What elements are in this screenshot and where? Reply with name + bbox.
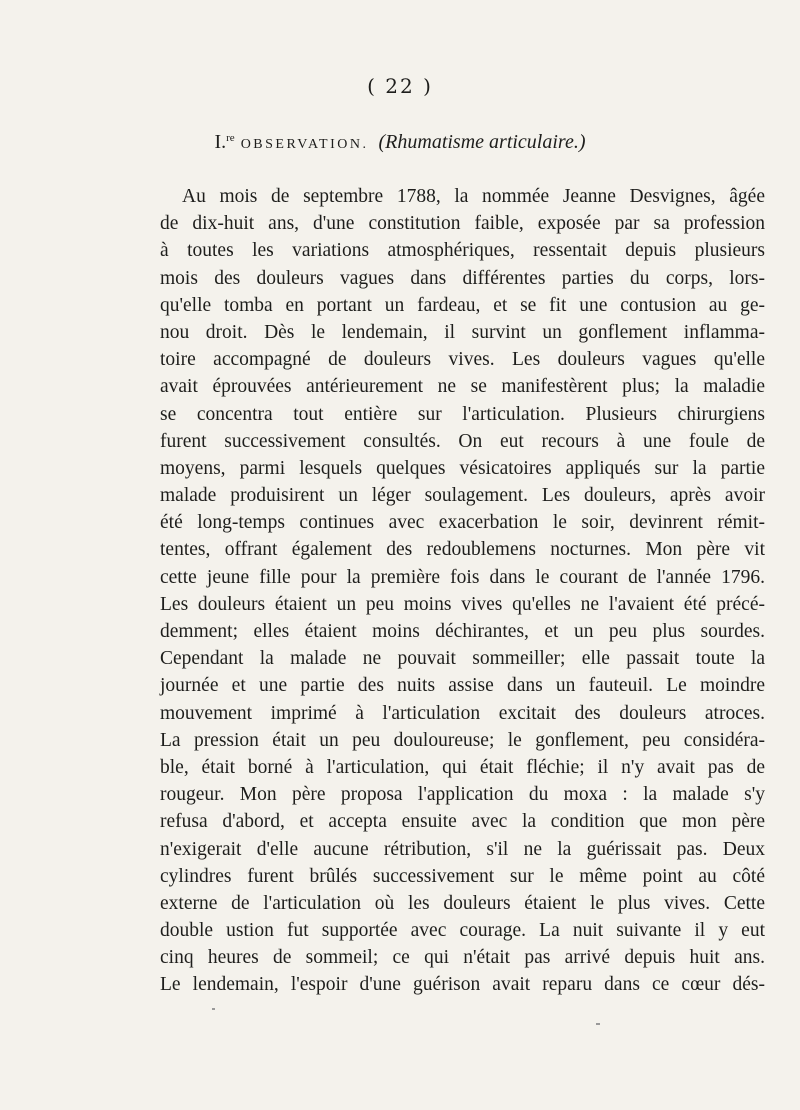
text-line: tentes, offrant également des redoublemens nocturnes. Mon père vit	[160, 539, 765, 561]
scan-mark	[212, 1008, 215, 1010]
text-line: La pression était un peu douloureuse; le gonflement, peu considéra-	[160, 729, 765, 751]
text-line: refusa d'abord, et accepta ensuite avec la condition que mon père	[160, 811, 765, 833]
text-line: qu'elle tomba en portant un fardeau, et se fit une contusion au ge-	[160, 294, 765, 316]
observation-label: OBSERVATION.	[240, 137, 369, 152]
text-line: furent successivement consultés. On eut recours à une foule de	[160, 430, 765, 452]
text-line: moyens, parmi lesquels quelques vésicatoires appliqués sur la partie	[160, 457, 765, 479]
text-line: de dix-huit ans, d'une constitution faible, exposée par sa profession	[160, 213, 765, 235]
text-line: avait éprouvées antérieurement ne se manifestèrent plus; la maladie	[160, 376, 765, 398]
text-line: journée et une partie des nuits assise dans un fauteuil. Le moindre	[160, 675, 765, 697]
observation-heading	[0, 131, 800, 154]
scan-mark	[596, 1023, 600, 1025]
text-line: ble, était borné à l'articulation, qui était fléchie; il n'y avait pas de	[160, 756, 765, 778]
observation-number: I.$^{re}$	[214, 131, 235, 153]
text-line: Le lendemain, l'espoir d'une guérison avait reparu dans ce cœur dés-	[160, 974, 765, 996]
text-line: double ustion fut supportée avec courage. La nuit suivante il y eut	[160, 920, 765, 942]
body-text	[160, 183, 765, 999]
text-line: se concentra tout entière sur l'articulation. Plusieurs chirurgiens	[160, 403, 765, 425]
text-line: mois des douleurs vagues dans différentes parties du corps, lors-	[160, 267, 765, 289]
text-line: Les douleurs étaient un peu moins vives qu'elles ne l'avaient été précé-	[160, 593, 765, 615]
text-line: cylindres furent brûlés successivement sur le même point au côté	[160, 865, 765, 887]
text-line: Cependant la malade ne pouvait sommeiller; elle passait toute la	[160, 648, 765, 670]
text-line: nou droit. Dès le lendemain, il survint un gonflement inflamma-	[160, 321, 765, 343]
text-line: demment; elles étaient moins déchirantes, et un peu plus sourdes.	[160, 621, 765, 642]
page-number: ( 22 )	[367, 74, 433, 98]
text-line: été long-temps continues avec exacerbation le soir, devinrent rémit-	[160, 512, 765, 534]
text-line: n'exigerait d'elle aucune rétribution, s'il ne la guérissait pas. Deux	[160, 838, 765, 860]
text-line: à toutes les variations atmosphériques, ressentait depuis plusieurs	[160, 240, 765, 262]
text-line: toire accompagné de douleurs vives. Les douleurs vagues qu'elle	[160, 349, 765, 371]
text-line: mouvement imprimé à l'articulation excitait des douleurs atroces.	[160, 702, 765, 724]
observation-subtitle: (Rhumatisme articulaire.)	[378, 131, 586, 153]
text-line: cinq heures de sommeil; ce qui n'était pas arrivé depuis huit ans.	[160, 947, 765, 969]
text-line: rougeur. Mon père proposa l'application du moxa : la malade s'y	[160, 784, 765, 806]
text-line: malade produisirent un léger soulagement. Les douleurs, après avoir	[160, 485, 765, 507]
text-line: cette jeune fille pour la première fois dans le courant de l'année 1796.	[160, 566, 765, 588]
text-line: Au mois de septembre 1788, la nommée Jeanne Desvignes, âgée	[182, 186, 765, 207]
text-line: externe de l'articulation où les douleurs étaient le plus vives. Cette	[160, 892, 765, 914]
